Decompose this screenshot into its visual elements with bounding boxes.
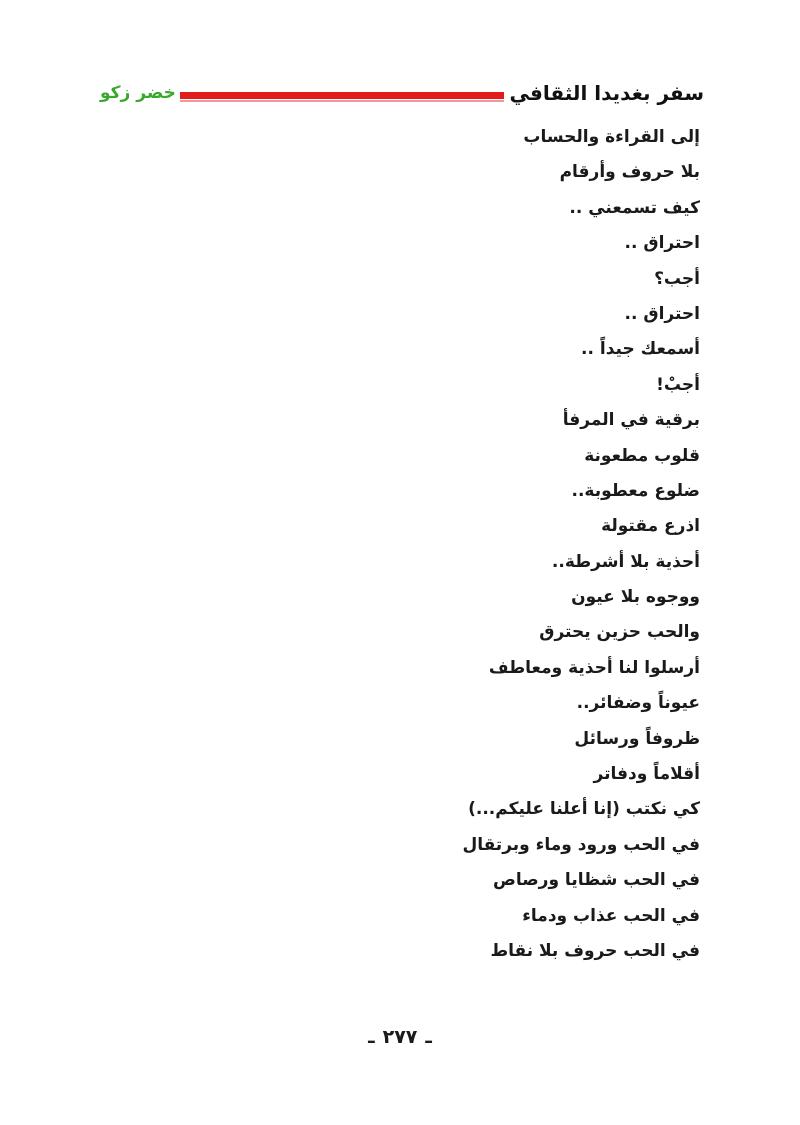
header-author-name: خضر زكو	[96, 81, 180, 105]
poem-line: في الحب عذاب ودماء	[522, 905, 700, 926]
poem-line: في الحب ورود وماء وبرتقال	[462, 834, 700, 855]
poem-line: أجب؟	[654, 268, 700, 289]
poem-line: والحب حزين يحترق	[539, 622, 700, 643]
poem-line: برقية في المرفأ	[562, 410, 700, 431]
poem-body	[400, 120, 700, 969]
poem-line: في الحب حروف بلا نقاط	[490, 940, 700, 961]
page-header	[96, 80, 710, 106]
poem-line: بلا حروف وأرقام	[559, 162, 700, 183]
poem-line: أرسلوا لنا أحذية ومعاطف	[488, 657, 700, 678]
poem-line: قلوب مطعونة	[584, 445, 700, 466]
poem-line: احتراق ..	[624, 233, 700, 254]
page-number	[0, 1024, 800, 1050]
poem-line: ووجوه بلا عيون	[571, 587, 700, 608]
poem-line: كي نكتب (إنا أعلنا عليكم...)	[468, 799, 700, 820]
poem-line: عيوناً وضفائر..	[576, 693, 700, 714]
page-number-value: ٢٧٧	[382, 1026, 418, 1048]
poem-line: أقلاماً ودفاتر	[593, 764, 700, 785]
poem-line: احتراق ..	[624, 303, 700, 324]
poem-line: أسمعك جيداً ..	[581, 339, 700, 360]
poem-line: إلى القراءة والحساب	[523, 127, 700, 147]
header-book-title: سفر بغديدا الثقافي	[504, 80, 710, 106]
poem-line: أجبْ!	[656, 374, 700, 395]
poem-line: ظروفاً ورسائل	[574, 728, 700, 749]
page-number-dash-right: ـ	[425, 1026, 432, 1048]
page-number-dash-left: ـ	[368, 1026, 375, 1048]
poem-line: أحذية بلا أشرطة..	[551, 551, 700, 572]
poem-line: اذرع مقتولة	[601, 516, 700, 537]
poem-line: كيف تسمعني ..	[569, 197, 700, 218]
poem-line: ضلوع معطوبة..	[571, 480, 700, 501]
poem-line: في الحب شظايا ورصاص	[492, 870, 700, 891]
